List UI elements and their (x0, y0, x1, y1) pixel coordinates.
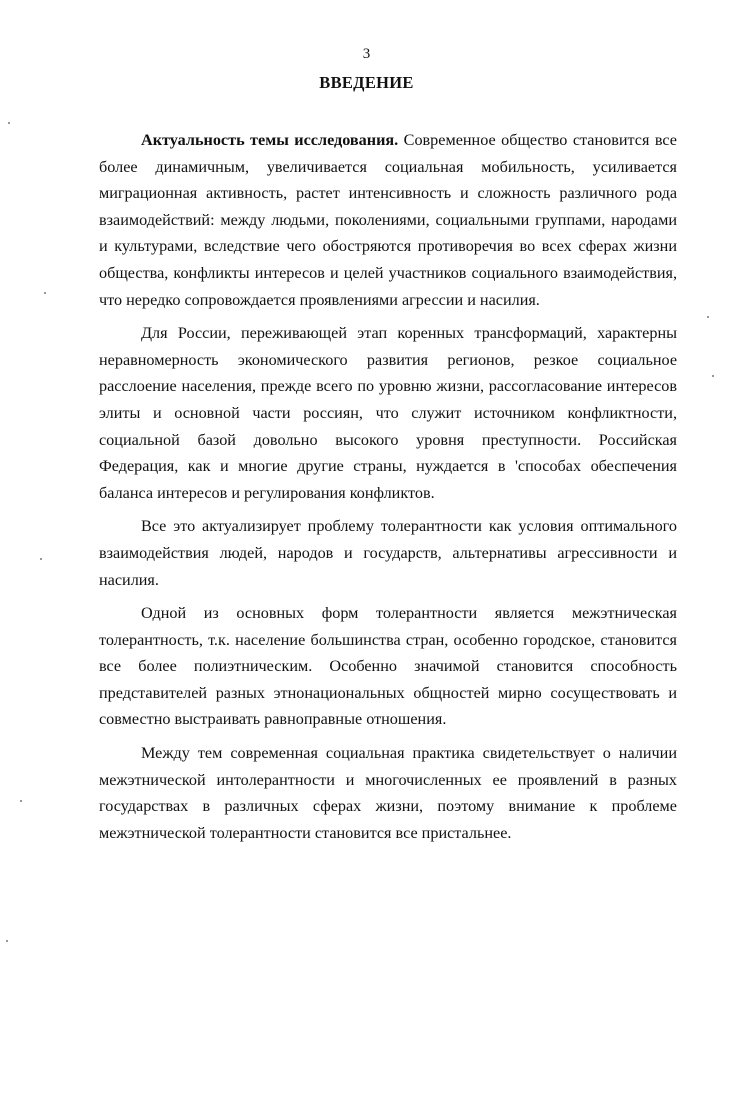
paragraph-practice: Между тем современная социальная практика свидетельствует о наличии межэтнической интолерантности и многочисленных ее проявлений в разных государствах в различных сферах жизни, поэтому внимание к проблеме межэтнической толерантности становится все пристальнее. (99, 744, 677, 842)
paragraph-text: Современное общество становится все более динамичным, увеличивается социальная мобильность, усиливается миграционная активность, растет интенсивность и сложность различного рода взаимодействий: между людьми, поколениями, социальными группами, народами и культурами, вследствие чего обостряются противоречия во всех сферах жизни общества, конфликты интересов и целей участников социального взаимодействия, что нередко сопровождается проявлениями агрессии и насилия. (99, 131, 677, 309)
body-text (99, 127, 677, 853)
scan-speck (44, 292, 46, 294)
paragraph-russia: Для России, переживающей этап коренных трансформаций, характерны неравномерность экономического развития регионов, резкое социальное расслоение населения, прежде всего по уровню жизни, рассогласование интересов элиты и основной части россиян, что служит источником конфликтности, социальной базой довольно высокого уровня преступности. Российская Федерация, как и многие другие страны, нуждается в 'способах обеспечения баланса интересов и регулирования конфликтов. (99, 324, 677, 502)
scan-speck (6, 940, 8, 942)
paragraph-relevance (99, 127, 677, 313)
scan-speck (8, 122, 10, 124)
paragraph-tolerance: Все это актуализирует проблему толерантности как условия оптимального взаимодействия людей, народов и государств, альтернативы агрессивности и насилия. (99, 517, 677, 589)
paragraph-lead: Актуальность темы исследования. (141, 131, 399, 149)
scan-speck (707, 316, 709, 318)
scan-speck (712, 375, 714, 377)
page-number: 3 (362, 46, 371, 62)
section-heading: ВВЕДЕНИЕ (319, 73, 414, 92)
scan-speck (20, 800, 22, 802)
scan-speck (40, 558, 42, 560)
paragraph-interethnic: Одной из основных форм толерантности является межэтническая толерантность, т.к. население большинства стран, особенно городское, становится все более полиэтническим. Особенно значимой становится способность представителей разных этнонациональных общностей мирно сосуществовать и совместно выстраивать равноправные отношения. (99, 604, 677, 729)
